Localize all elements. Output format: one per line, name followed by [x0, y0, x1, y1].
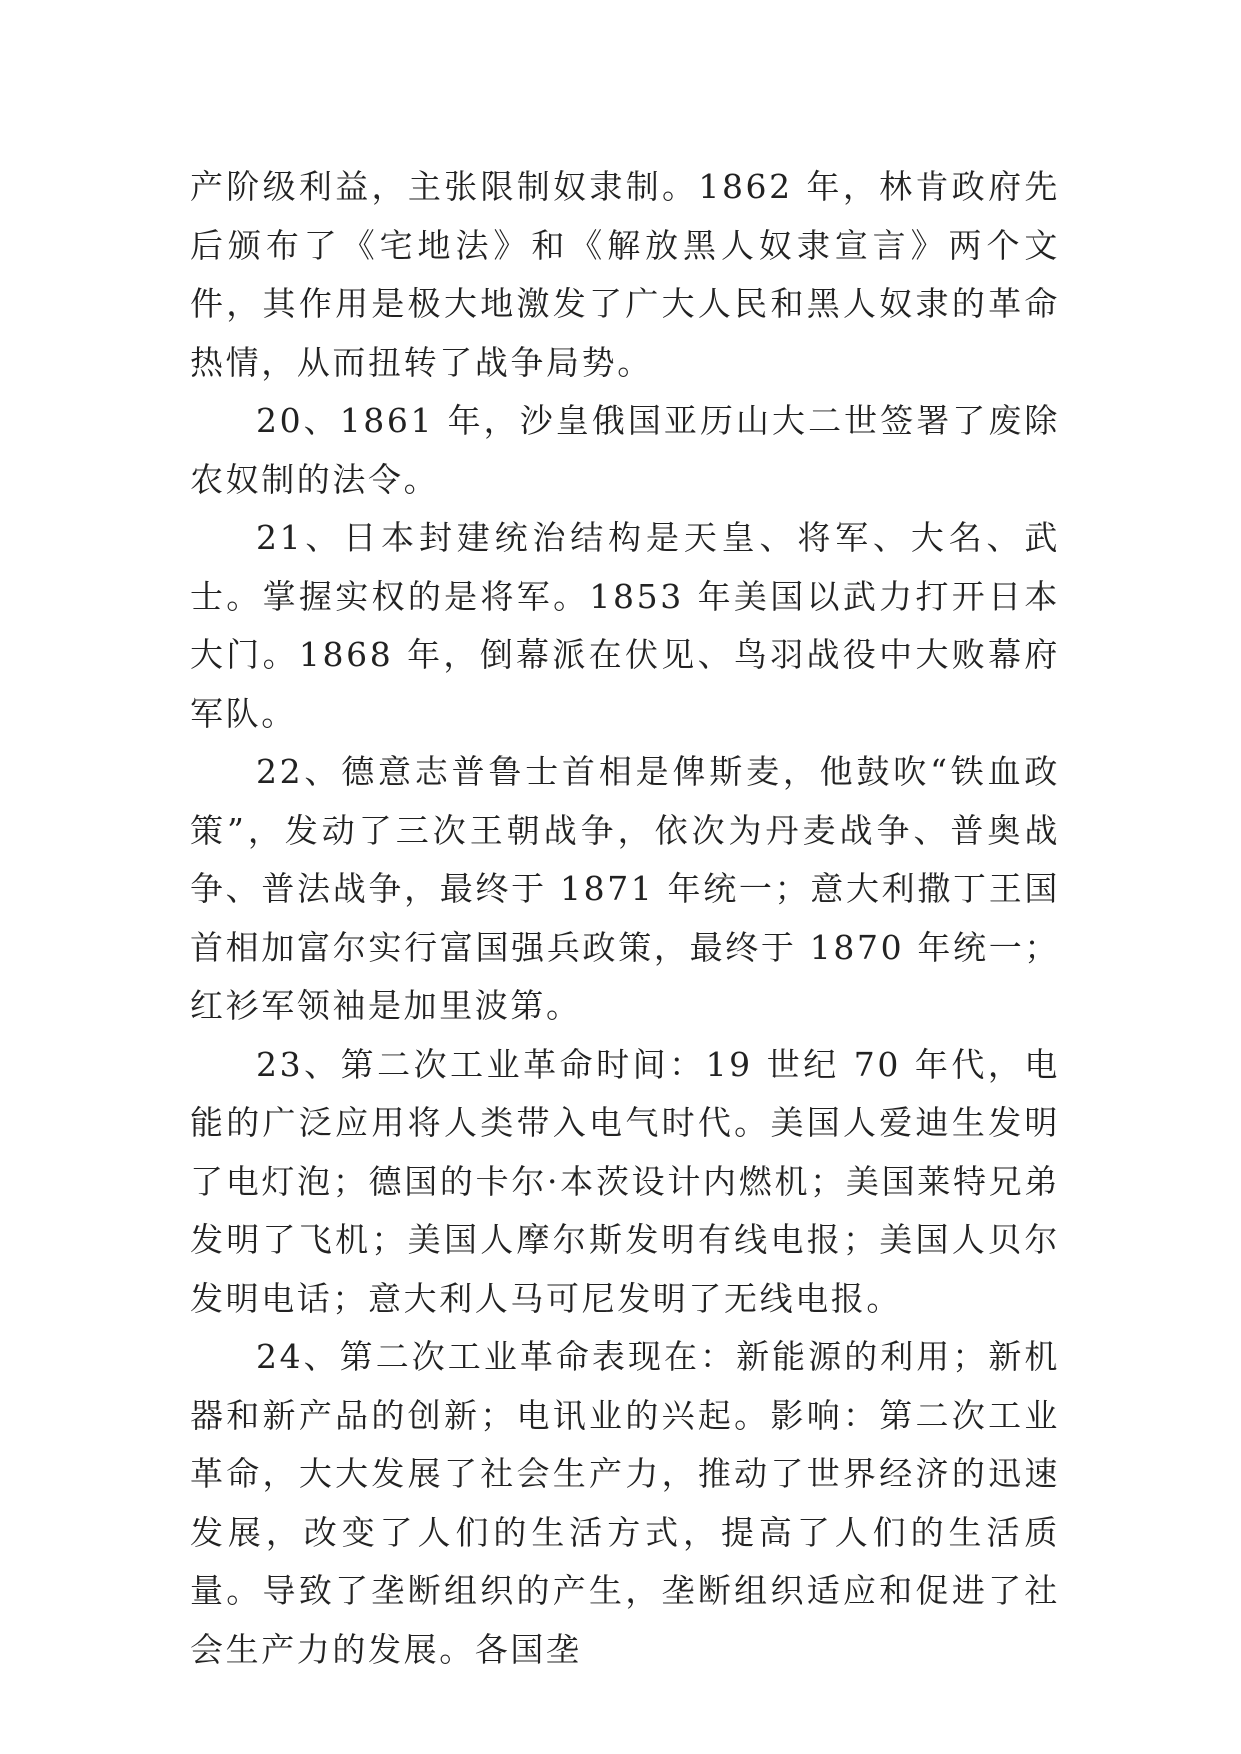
paragraph-item-20: 20、1861 年，沙皇俄国亚历山大二世签署了废除农奴制的法令。 — [190, 401, 1060, 499]
paragraph-item-23: 23、第二次工业革命时间：19 世纪 70 年代，电能的广泛应用将人类带入电气时代。美国人爱迪生发明了电灯泡；德国的卡尔·本茨设计内燃机；美国莱特兄弟发明了飞机；美国人摩尔斯发明有线电报；美国人贝尔发明电话；意大利人马可尼发明了无线电报。 — [190, 1044, 1060, 1318]
paragraph-item-24: 24、第二次工业革命表现在：新能源的利用；新机器和新产品的创新；电讯业的兴起。影响：第二次工业革命，大大发展了社会生产力，推动了世界经济的迅速发展，改变了人们的生活方式，提高了人们的生活质量。导致了垄断组织的产生，垄断组织适应和促进了社会生产力的发展。各国垄 — [190, 1337, 1060, 1669]
paragraph-item-22: 22、德意志普鲁士首相是俾斯麦，他鼓吹“铁血政策”，发动了三次王朝战争，依次为丹麦战争、普奥战争、普法战争，最终于 1871 年统一；意大利撒丁王国首相加富尔实行富国强兵政策，最终于 1870 年统一；红衫军领袖是加里波第。 — [190, 752, 1060, 1025]
paragraph-continuation: 产阶级利益，主张限制奴隶制。1862 年，林肯政府先后颁布了《宅地法》和《解放黑人奴隶宣言》两个文件，其作用是极大地激发了广大人民和黑人奴隶的革命热情，从而扭转了战争局势。 — [190, 167, 1060, 382]
document-body — [190, 158, 1060, 1679]
paragraph-item-21: 21、日本封建统治结构是天皇、将军、大名、武士。掌握实权的是将军。1853 年美国以武力打开日本大门。1868 年，倒幕派在伏见、鸟羽战役中大败幕府军队。 — [190, 518, 1060, 733]
